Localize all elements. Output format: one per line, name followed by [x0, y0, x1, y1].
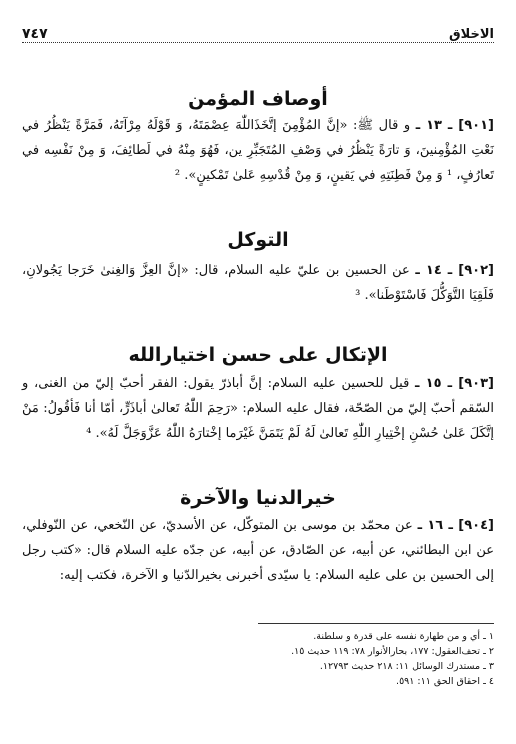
section-heading: التوكل	[227, 229, 289, 251]
hadith-number: [٩٠٣] ـ ١٥ ـ	[415, 376, 494, 391]
footnote: ٢ ـ تحف‌العقول: ١٧٧، بحارالأنوار ٧٨: ١١٩ حديث ١٥.	[291, 646, 494, 657]
footnote-separator	[258, 623, 494, 624]
hadith-text: قيل للحسين عليه السلام: إنَّ أباذرّ يقول: الفقر أحبّ إليّ من الغنى، و السّقم أحبّ إليّ من الصّحّة، فقال عليه السلام: «رَحِمَ اللّٰهُ تَعالىٰ أباذَرٍّ، أمّا أنا فَأقُولُ: مَنْ إتَّكَلَ عَلىٰ حُسْنِ إخْتِيارِ اللّٰهِ تَعالىٰ لَهُ لَمْ يَتَمَنَّ غَيْرَما إخْتارَهُ اللّٰهُ عَزَّوَجَلَّ لَهُ». ⁴	[22, 376, 494, 441]
footnote: ١ ـ أي و من طهارة نفسه على قدرة و سلطنة.	[313, 631, 494, 642]
hadith-number: [٩٠٢] ـ ١٤ ـ	[415, 263, 494, 278]
footnotes	[24, 629, 494, 689]
hadith-text: عن محمّد بن موسى بن المتوكّل، عن الأسديّ، عن النّخعي، عن النّوفلي، عن ابن البطائني، عن أبيه، عن الصّادق، عن أبيه، عن جدّه عليه السلام قال: «كتب رجل إلى الحسين بن على عليه السلام: يا سيّدى أخبرنى بخيرالدّنيا و الآخرة، فكتب إليه:	[22, 518, 494, 583]
running-title: الاخلاق	[449, 27, 494, 42]
hadith-paragraph	[22, 113, 494, 188]
hadith-paragraph	[22, 513, 494, 588]
hadith-number: [٩٠٤] ـ ١٦ ـ	[417, 518, 494, 533]
hadith-text: و قال ﷺ: «إنَّ المُؤْمِنَ إتَّخَذَاللّٰهَ عِصْمَتَهُ، وَ قَوْلَهُ مِرْآتَهُ، فَمَرَّةً يَنْظُرُ في نَعْتِ المُؤْمِنينَ، وَ تارَةً يَنْظُرُ في وَصْفِ المُتَجَبِّرِ ين، فَهُوَ مِنْهُ في لَطائِفَ، وَ مِنْ نَفْسِه في تَعارُفٍ، ¹ وَ مِنْ فَطِنَتِهِ في يَقينٍ، وَ مِنْ قُدْسِهِ عَلىٰ تَمْكينٍ». ²	[22, 118, 494, 183]
running-header	[22, 20, 494, 43]
hadith-paragraph	[22, 371, 494, 446]
hadith-paragraph	[22, 258, 494, 308]
page-number: ٧٤٧	[22, 26, 48, 42]
hadith-text: عن الحسين بن عليّ عليه السلام، قال: «إنَّ العِزَّ وَالغِنىٰ خَرَجا يَجُولانِ، فَلَقِيَا التَّوَكُّلَ فَاسْتَوْطَنا». ³	[22, 263, 494, 303]
hadith-number: [٩٠١] ـ ١٣ ـ	[415, 118, 494, 133]
footnote: ٤ ـ احقاق الحق ١١: ٥٩١.	[396, 676, 494, 687]
footnote: ٣ ـ مستدرك الوسائل ١١: ٢١٨ حديث ١٢٧٩٣.	[319, 661, 494, 672]
section-heading: خيرالدنيا والآخرة	[180, 487, 336, 509]
section-heading: الإتكال على حسن اختيارالله	[128, 344, 388, 366]
section-heading: أوصاف المؤمن	[188, 88, 328, 110]
